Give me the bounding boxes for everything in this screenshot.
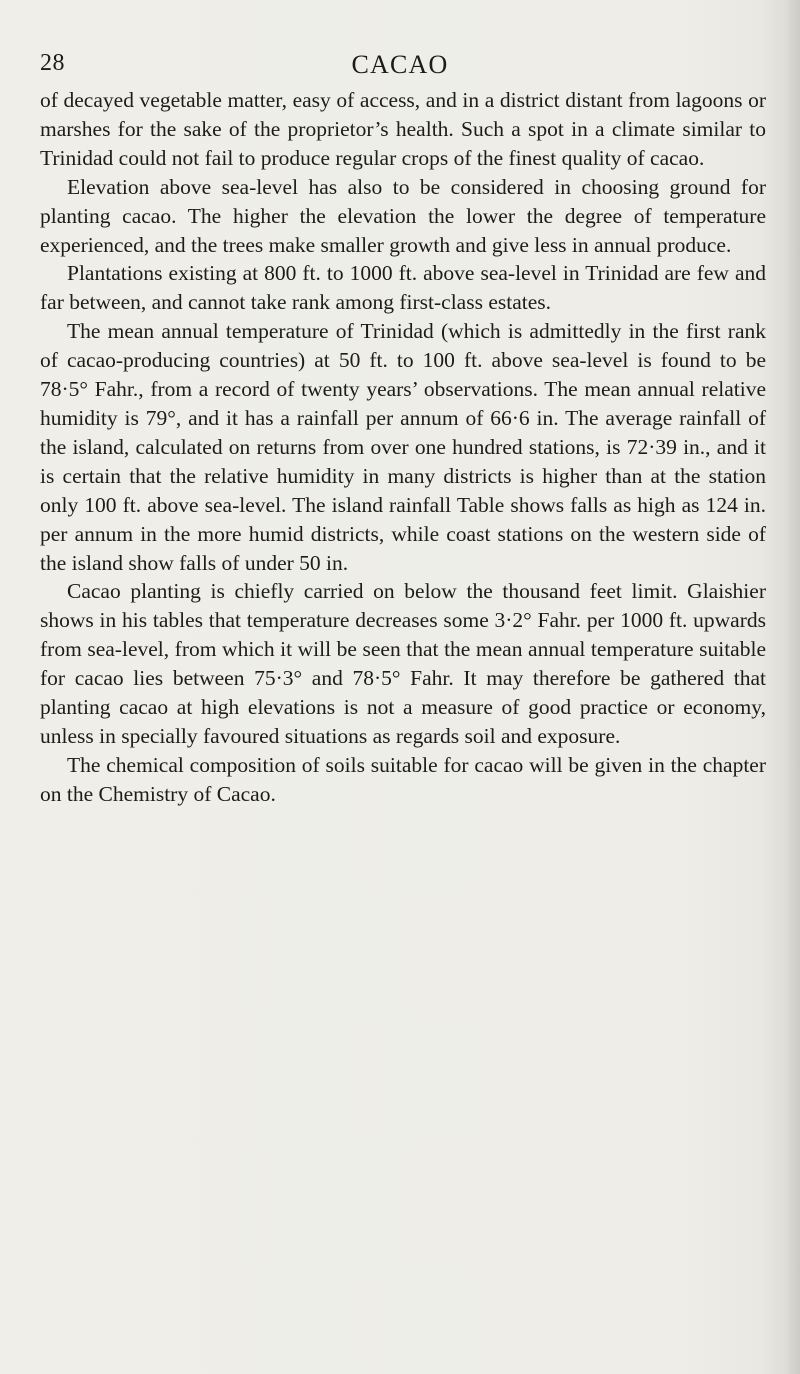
paragraph-plantations: Plantations existing at 800 ft. to 1000 ft. above sea-level in Trinidad are few and far between, and cannot take rank among first-class estates.: [40, 261, 766, 315]
page-number: 28: [40, 50, 65, 76]
paragraph-cacao-planting: Cacao planting is chiefly carried on below the thousand feet limit. Glaishier shows in his tables that temperature decreases some 3·2° Fahr. per 1000 ft. upwards from sea-level, from which it will be seen that the mean annual temperature suitable for cacao lies between 75·3° and 78·5° Fahr. It may therefore be gathered that planting cacao at high elevations is not a measure of good practice or economy, unless in specially favoured situations as regards soil and exposure.: [40, 579, 766, 748]
page-header: [0, 50, 800, 90]
body-text: [40, 86, 766, 809]
paragraph-mean-temperature: The mean annual temperature of Trinidad (which is admittedly in the first rank of cacao-producing countries) at 50 ft. to 100 ft. above sea-level is found to be 78·5° Fahr., from a record of twenty years’ observations. The mean annual relative humidity is 79°, and it has a rainfall per annum of 66·6 in. The average rainfall of the island, calculated on returns from over one hundred stations, is 72·39 in., and it is certain that the relative humidity in many districts is higher than at the station only 100 ft. above sea-level. The island rainfall Table shows falls as high as 124 in. per annum in the more humid districts, while coast stations on the western side of the island show falls of under 50 in.: [40, 319, 766, 575]
running-head: CACAO: [351, 50, 449, 79]
paragraph-elevation: Elevation above sea-level has also to be considered in choosing ground for planting cacao. The higher the elevation the lower the degree of temperature experienced, and the trees make smaller growth and give less in annual produce.: [40, 174, 766, 257]
paragraph-chemical-composition: The chemical composition of soils suitable for cacao will be given in the chapter on the Chemistry of Cacao.: [40, 752, 766, 806]
paragraph-continued: of decayed vegetable matter, easy of access, and in a district distant from lagoons or marshes for the sake of the proprietor’s health. Such a spot in a climate similar to Trinidad could not fail to produce regular crops of the finest quality of cacao.: [40, 88, 766, 170]
page-edge-shadow: [786, 0, 800, 1374]
